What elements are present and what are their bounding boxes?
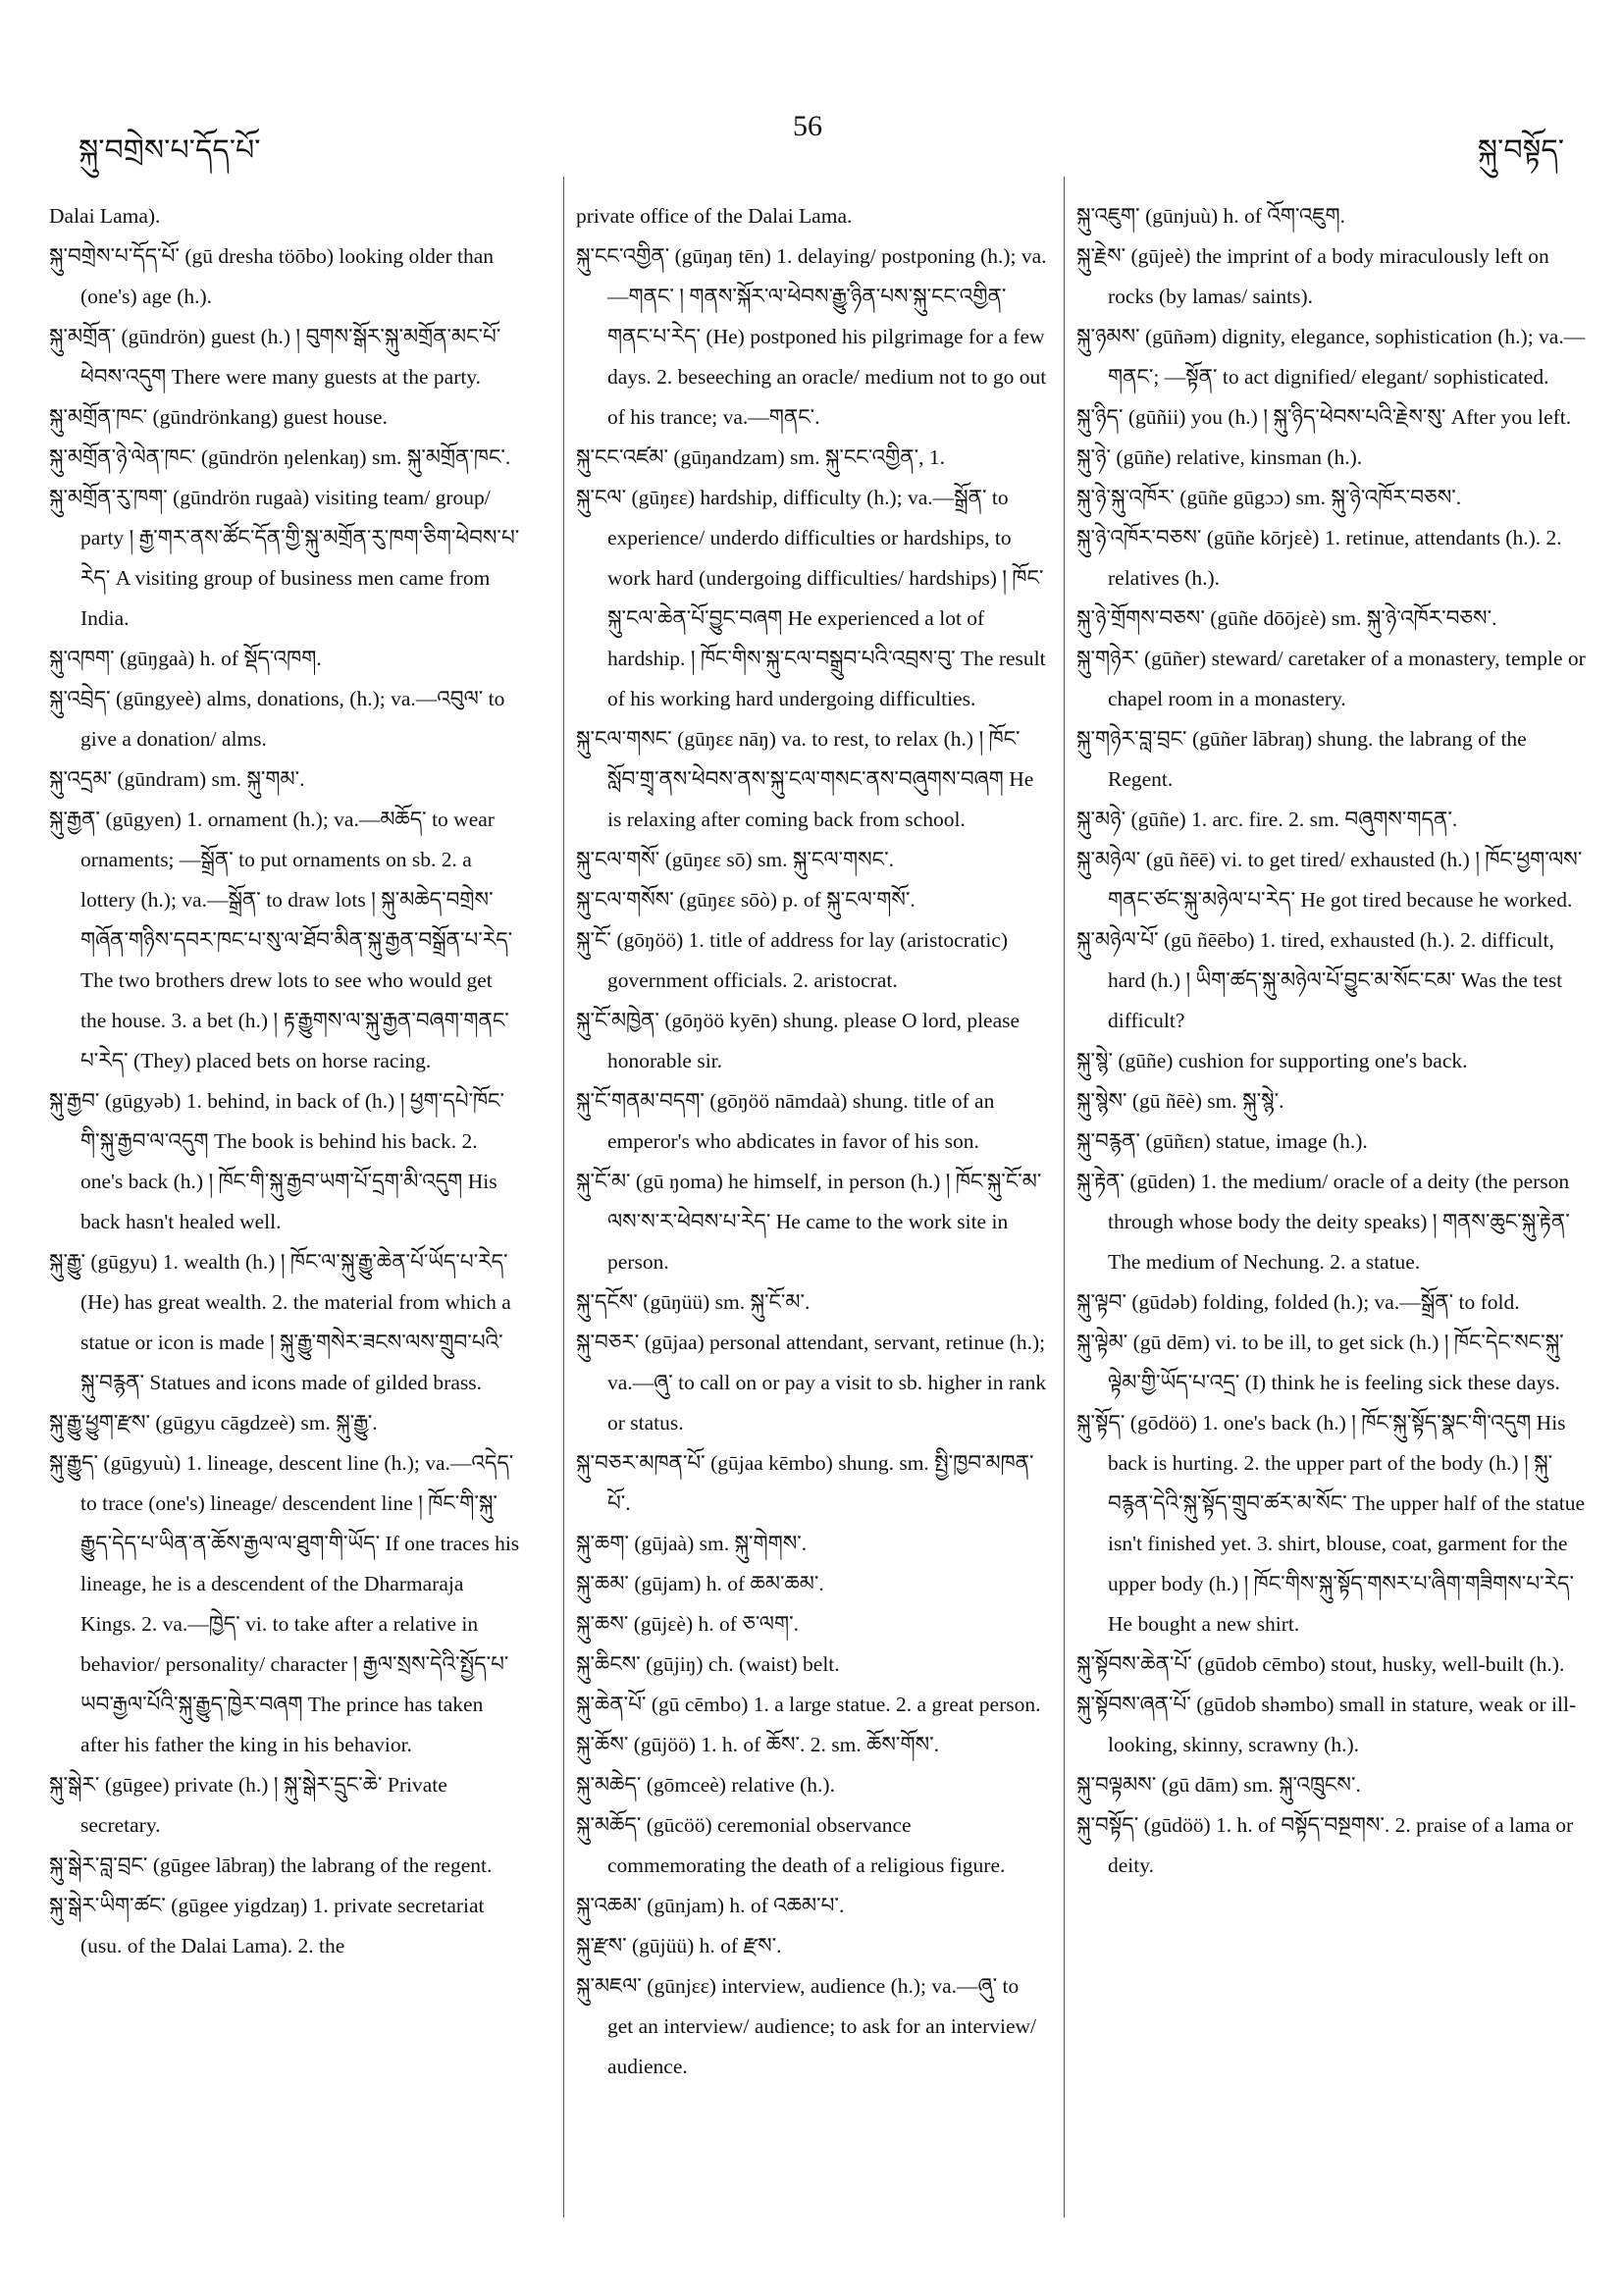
dictionary-entry: སྐུ་མཉེལ་པོ་ (gū ñēēbo) 1. tired, exhausted (h.). 2. difficult, hard (h.) ། ཡིག་ཚད་སྐུ་མཉེལ་པོ་བྱུང་མ་སོང་ངམ་ Was the test difficult? — [1076, 928, 1563, 1032]
dictionary-column-1 — [49, 196, 520, 1966]
dictionary-entry: སྐུ་མཆེད་ (gōmceè) relative (h.). — [576, 1773, 835, 1797]
dictionary-entry: སྐུ་ཆས་ (gūjεè) h. of ཅ་ལག་. — [576, 1612, 800, 1636]
dictionary-entry: private office of the Dalai Lama. — [576, 204, 853, 228]
dictionary-entry: སྐུ་ཆམ་ (gūjam) h. of ཆམ་ཆམ་. — [576, 1572, 824, 1595]
dictionary-entry: སྐུ་གཉེར་ (gūñer) steward/ caretaker of a monastery, temple or chapel room in a monastery. — [1076, 647, 1586, 710]
dictionary-entry: སྐུ་བལྟམས་ (gū dām) sm. སྐུ་འཁྲུངས་. — [1076, 1773, 1361, 1797]
dictionary-entry: སྐུ་སྙེ་ (gūñe) cushion for supporting one's back. — [1076, 1049, 1468, 1072]
dictionary-entry: སྐུ་ངང་འགྱིན་ (gūŋaŋ tēn) 1. delaying/ postponing (h.); va.—གནང་ ། གནས་སྐོར་ལ་ཕེབས་རྒྱུ་ཉིན་པས་སྐུ་ངང་འགྱིན་གནང་པ་རེད་ (He) postponed his pilgrimage for a few days. 2. beseeching an oracle/ medium not to go out of his trance; va.—གནང་. — [576, 244, 1047, 429]
dictionary-entry: སྐུ་སྒེར་ (gūgee) private (h.) ། སྐུ་སྒེར་དྲུང་ཆེ་ Private secretary. — [49, 1773, 447, 1837]
dictionary-entry: སྐུ་རྒྱབ་ (gūgyəb) 1. behind, in back of (h.) ། ཕྱག་དཔེ་ཁོང་གི་སྐུ་རྒྱབ་ལ་འདུག The book is behind his back. 2. one's back (h.) ། ཁོང་གི་སྐུ་རྒྱབ་ཡག་པོ་དྲག་མི་འདུག His back hasn't healed well. — [49, 1089, 504, 1233]
dictionary-entry: སྐུ་ཉིད་ (gūñii) you (h.) ། སྐུ་ཉིད་ཕེབས་པའི་རྗེས་སུ་ After you left. — [1076, 405, 1572, 429]
dictionary-entry: སྐུ་རྒྱན་ (gūgyen) 1. ornament (h.); va.—མཆོད་ to wear ornaments; —སྒྲོན་ to put ornaments on sb. 2. a lottery (h.); va.—སྒྲོན་ to draw lots ། སྐུ་མཆེད་བགྲེས་གཞོན་གཉིས་དབར་ཁང་པ་སུ་ལ་ཐོབ་མིན་སྐུ་རྒྱན་བསྒྲོན་པ་རེད་ The two brothers drew lots to see who would get the house. 3. a bet (h.) ། རྟ་རྒྱུགས་ལ་སྐུ་རྒྱན་བཞག་གནང་པ་རེད་ (They) placed bets on horse racing. — [49, 808, 513, 1072]
dictionary-entry: སྐུ་འཁག་ (gūŋgaà) h. of སྡོད་འཁག. — [49, 647, 322, 670]
column-divider — [563, 177, 564, 2218]
dictionary-entry: སྐུ་བཅར་མཁན་པོ་ (gūjaa kēmbo) shung. sm. སྤྱི་ཁྱབ་མཁན་པོ་. — [576, 1451, 1034, 1515]
dictionary-entry: Dalai Lama). — [49, 204, 161, 228]
dictionary-entry: སྐུ་ཉམས་ (gūñəm) dignity, elegance, sophistication (h.); va.—གནང་; —སྟོན་ to act dignified/ elegant/ sophisticated. — [1076, 325, 1586, 389]
dictionary-entry: སྐུ་ཉེ་སྐུ་འཁོར་ (gūñe gūgɔɔ) sm. སྐུ་ཉེ་འཁོར་བཅས་. — [1076, 486, 1462, 509]
dictionary-entry: སྐུ་ངལ་ (gūŋεε) hardship, difficulty (h.); va.—སྒྲོན་ to experience/ underdo difficulties or hardships, to work hard (undergoing difficulties/ hardships) ། ཁོང་སྐུ་ངལ་ཆེན་པོ་བྱུང་བཞག He experienced a lot of hardship. ། ཁོང་གིས་སྐུ་ངལ་བསྒྲུབ་པའི་འབྲས་བུ་ The result of his working hard undergoing difficulties. — [576, 486, 1046, 710]
dictionary-entry: སྐུ་གཉེར་བླ་བྲང་ (gūñer lābraŋ) shung. the labrang of the Regent. — [1076, 727, 1527, 791]
dictionary-entry: སྐུ་རྒྱུད་ (gūgyuù) 1. lineage, descent line (h.); va.—འདེད་ to trace (one's) lineage/ descendent line ། ཁོང་གི་སྐུ་རྒྱུད་དེད་པ་ཡིན་ན་ཆོས་རྒྱལ་ལ་ཐུག་གི་ཡོད་ If one traces his lineage, he is a descendent of the Dharmaraja Kings. 2. va.—ཁྱེད་ vi. to take after a relative in behavior/ personality/ character ། རྒྱལ་སྲས་དེའི་སྤྱོད་པ་ཡབ་རྒྱལ་པོའི་སྐུ་རྒྱུད་ཁྱེར་བཞག The prince has taken after his father the king in his behavior. — [49, 1451, 520, 1756]
dictionary-entry: སྐུ་བསྟོད་ (gūdöö) 1. h. of བསྟོད་བསྔགས་. 2. praise of a lama or deity. — [1076, 1813, 1574, 1877]
dictionary-entry: སྐུ་དངོས་ (gūŋüü) sm. སྐུ་ངོ་མ་. — [576, 1290, 811, 1314]
dictionary-entry: སྐུ་འབྲེད་ (gūngyeè) alms, donations, (h.); va.—འབུལ་ to give a donation/ alms. — [49, 687, 505, 751]
running-head-right: སྐུ་བསྟོད་ — [1477, 133, 1564, 168]
dictionary-entry: སྐུ་ངོ་མཁྱེན་ (gōŋöö kyēn) shung. please O lord, please honorable sir. — [576, 1009, 1021, 1072]
dictionary-entry: སྐུ་ཆག་ (gūjaà) sm. སྐུ་གེགས་. — [576, 1532, 808, 1555]
dictionary-entry: སྐུ་མཇལ་ (gūnjεε) interview, audience (h.); va.—ཞུ་ to get an interview/ audience; to ask for an interview/ audience. — [576, 1974, 1037, 2078]
dictionary-entry: སྐུ་འཆམ་ (gūnjam) h. of འཆམ་པ་. — [576, 1894, 845, 1917]
dictionary-column-2 — [576, 196, 1047, 2087]
dictionary-entry: སྐུ་མཉེལ་ (gū ñēē) vi. to get tired/ exhausted (h.) ། ཁོང་ཕྱག་ལས་གནང་ཙང་སྐུ་མཉེལ་པ་རེད་ He got tired because he worked. — [1076, 848, 1583, 912]
dictionary-entry: སྐུ་སྒེར་ཡིག་ཚང་ (gūgee yigdzaŋ) 1. private secretariat (usu. of the Dalai Lama). 2. the — [49, 1894, 485, 1957]
dictionary-entry: སྐུ་རྟེན་ (gūden) 1. the medium/ oracle of a deity (the person through whose body the deity speaks) ། གནས་ཆུང་སྐུ་རྟེན་ The medium of Nechung. 2. a statue. — [1076, 1170, 1570, 1274]
dictionary-entry: སྐུ་ལྟབ་ (gūdəb) folding, folded (h.); va.—སྒྲོན་ to fold. — [1076, 1290, 1520, 1314]
dictionary-entry: སྐུ་རྒྱུ་ (gūgyu) 1. wealth (h.) ། ཁོང་ལ་སྐུ་རྒྱུ་ཆེན་པོ་ཡོད་པ་རེད་ (He) has great wealth. 2. the material from which a statue or icon is made ། སྐུ་རྒྱུ་གསེར་ཟངས་ལས་གྲུབ་པའི་སྐུ་བརྙན་ Statues and icons made of gilded brass. — [49, 1250, 511, 1394]
dictionary-entry: སྐུ་ཉེ་གྲོགས་བཅས་ (gūñe dōōjεè) sm. སྐུ་ཉེ་འཁོར་བཅས་. — [1076, 606, 1497, 630]
dictionary-entry: སྐུ་བཅར་ (gūjaa) personal attendant, servant, retinue (h.); va.—ཞུ་ to call on or pay a visit to sb. higher in rank or status. — [576, 1331, 1047, 1435]
dictionary-entry: སྐུ་སྟོད་ (gōdöö) 1. one's back (h.) ། ཁོང་སྐུ་སྟོད་སྣང་གི་འདུག His back is hurting. 2. the upper part of the body (h.) ། སྐུ་བརྙན་དེའི་སྐུ་སྟོད་གྲུབ་ཚར་མ་སོང་ The upper half of the statue isn't finished yet. 3. shirt, blouse, coat, garment for the upper body (h.) ། ཁོང་གིས་སྐུ་སྟོད་གསར་པ་ཞིག་གཟིགས་པ་རེད་ He bought a new shirt. — [1076, 1411, 1586, 1636]
dictionary-entry: སྐུ་བགྲེས་པ་དོད་པོ་ (gū dresha töōbo) looking older than (one's) age (h.). — [49, 244, 495, 308]
dictionary-entry: སྐུ་རྫས་ (gūjüü) h. of རྫས་. — [576, 1934, 782, 1957]
dictionary-entry: སྐུ་མཉེ་ (gūñe) 1. arc. fire. 2. sm. བཞུགས་གདན་. — [1076, 808, 1458, 831]
dictionary-entry: སྐུ་འདྲམ་ (gūndram) sm. སྐུ་གམ་. — [49, 767, 305, 791]
dictionary-entry: སྐུ་མགྲོན་རུ་ཁག་ (gūndrön rugaà) visiting team/ group/ party ། རྒྱ་གར་ནས་ཚོང་དོན་གྱི་སྐུ་མགྲོན་རུ་ཁག་ཅིག་ཕེབས་པ་རེད་ A visiting group of business men came from India. — [49, 486, 520, 630]
dictionary-entry: སྐུ་རྗེས་ (gūjeè) the imprint of a body miraculously left on rocks (by lamas/ saints). — [1076, 244, 1549, 308]
dictionary-entry: སྐུ་ཉེ་ (gūñe) relative, kinsman (h.). — [1076, 445, 1363, 469]
dictionary-entry: སྐུ་ལྟེམ་ (gū dēm) vi. to be ill, to get sick (h.) ། ཁོང་དེང་སང་སྐུ་ལྟེམ་གྱི་ཡོད་པ་འདྲ་ (I) think he is feeling sick these days. — [1076, 1331, 1564, 1394]
dictionary-entry: སྐུ་ཆིངས་ (gūjiŋ) ch. (waist) belt. — [576, 1652, 840, 1676]
dictionary-entry: སྐུ་སྟོབས་ཆེན་པོ་ (gūdob cēmbo) stout, husky, well-built (h.). — [1076, 1652, 1565, 1676]
dictionary-entry: སྐུ་ངལ་གསང་ (gūŋεε nāŋ) va. to rest, to relax (h.) ། ཁོང་སློབ་གྲྭ་ནས་ཕེབས་ནས་སྐུ་ངལ་གསང་ནས་བཞུགས་བཞག He is relaxing after coming back from school. — [576, 727, 1034, 831]
dictionary-entry: སྐུ་ངོ་གནམ་བདག་ (gōŋöö nāmdaà) shung. title of an emperor's who abdicates in favor of his son. — [576, 1089, 995, 1153]
dictionary-entry: སྐུ་ངལ་གསོ་ (gūŋεε sō) sm. སྐུ་ངལ་གསང་. — [576, 848, 894, 871]
dictionary-column-3 — [1076, 196, 1587, 1886]
dictionary-entry: སྐུ་མཆོད་ (gūcöö) ceremonial observance commemorating the death of a religious figure. — [576, 1813, 1006, 1877]
dictionary-entry: སྐུ་ངལ་གསོས་ (gūŋεε sōò) p. of སྐུ་ངལ་གསོ་. — [576, 888, 916, 912]
dictionary-entry: སྐུ་སྒེར་བླ་བྲང་ (gūgee lābraŋ) the labrang of the regent. — [49, 1853, 493, 1877]
dictionary-entry: སྐུ་རྒྱུ་ཕྱུག་རྫས་ (gūgyu cāgdzeè) sm. སྐུ་རྒྱུ་. — [49, 1411, 378, 1435]
dictionary-entry: སྐུ་ངང་འཛམ་ (gūŋandzam) sm. སྐུ་ངང་འགྱིན་, 1. — [576, 445, 945, 469]
dictionary-entry: སྐུ་བརྙན་ (gūñεn) statue, image (h.). — [1076, 1129, 1368, 1153]
dictionary-entry: སྐུ་མགྲོན་ཁང་ (gūndrönkang) guest house. — [49, 405, 388, 429]
dictionary-entry: སྐུ་ཉེ་འཁོར་བཅས་ (gūñe kōrjεè) 1. retinue, attendants (h.). 2. relatives (h.). — [1076, 526, 1562, 590]
column-divider — [1064, 177, 1065, 2218]
dictionary-entry: སྐུ་འཇུག་ (gūnjuù) h. of འོག་འཇུག. — [1076, 204, 1345, 228]
dictionary-entry: སྐུ་ངོ་ (gōŋöö) 1. title of address for lay (aristocratic) government officials. 2. aristocrat. — [576, 928, 1009, 992]
dictionary-entry: སྐུ་སྟོབས་ཞན་པོ་ (gūdob shəmbo) small in stature, weak or ill-looking, skinny, scrawny (h.). — [1076, 1693, 1577, 1756]
page-number: 56 — [793, 110, 822, 142]
dictionary-entry: སྐུ་ཆོས་ (gūjöö) 1. h. of ཆོས་. 2. sm. ཆོས་གོས་. — [576, 1733, 939, 1756]
dictionary-entry: སྐུ་མགྲོན་ (gūndrön) guest (h.) ། བུགས་སྒོར་སྐུ་མགྲོན་མང་པོ་ཕེབས་འདུག There were many guests at the party. — [49, 325, 501, 389]
dictionary-entry: སྐུ་སྙེས་ (gū ñēè) sm. སྐུ་སྙེ་. — [1076, 1089, 1284, 1113]
dictionary-entry: སྐུ་ཆེན་པོ་ (gū cēmbo) 1. a large statue. 2. a great person. — [576, 1693, 1041, 1716]
dictionary-entry: སྐུ་ངོ་མ་ (gū ŋoma) he himself, in person (h.) ། ཁོང་སྐུ་ངོ་མ་ལས་ས་ར་ཕེབས་པ་རེད་ He came to the work site in person. — [576, 1170, 1042, 1274]
running-head-left: སྐུ་བགྲེས་པ་དོད་པོ་ — [79, 133, 261, 168]
dictionary-entry: སྐུ་མགྲོན་ཉེ་ལེན་ཁང་ (gūndrön ŋelenkaŋ) sm. སྐུ་མགྲོན་ཁང་. — [49, 445, 511, 469]
